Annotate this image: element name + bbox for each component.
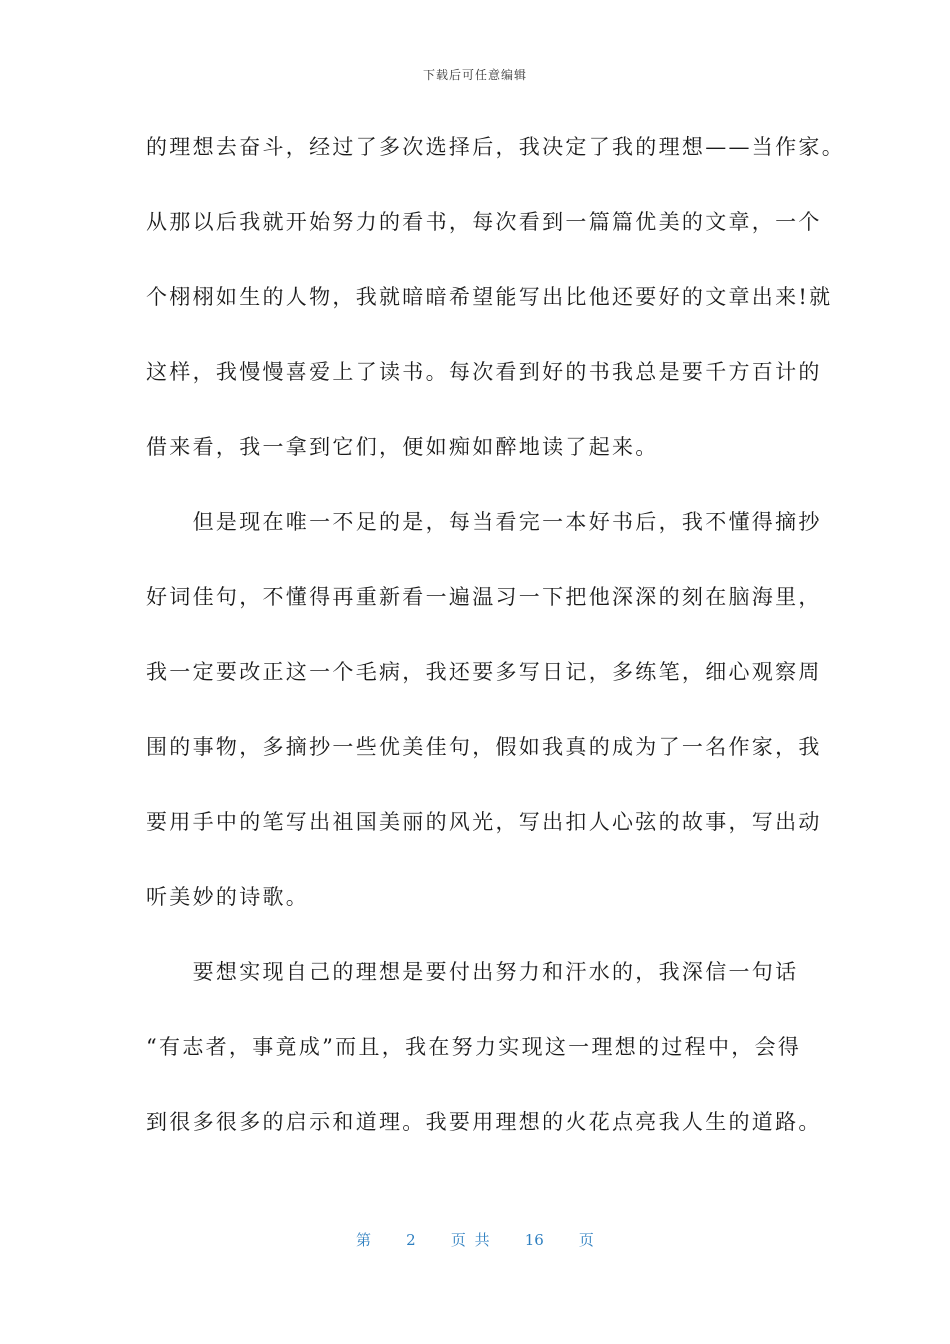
text-line: 借来看，我一拿到它们，便如痴如醉地读了起来。 [146, 435, 659, 459]
footer-suffix: 页 [578, 1231, 594, 1249]
footer-total-pages: 16 [524, 1231, 544, 1249]
text-line: 好词佳句，不懂得再重新看一遍温习一下把他深深的刻在脑海里， [146, 585, 822, 609]
text-line: 从那以后我就开始努力的看书，每次看到一篇篇优美的文章，一个 [146, 210, 822, 234]
text-line: “有志者，事竟成”而且，我在努力实现这一理想的过程中，会得 [146, 1035, 802, 1059]
footer-prefix: 第 [356, 1231, 372, 1249]
text-line: 围的事物，多摘抄一些优美佳句，假如我真的成为了一名作家，我 [146, 735, 822, 759]
document-body [146, 126, 845, 1176]
page-header: 下载后可任意编辑 [422, 68, 527, 82]
text-line: 个栩栩如生的人物，我就暗暗希望能写出比他还要好的文章出来!就 [146, 285, 833, 309]
text-line: 我一定要改正这一个毛病，我还要多写日记，多练笔，细心观察周 [146, 660, 822, 684]
text-line: 这样，我慢慢喜爱上了读书。每次看到好的书我总是要千方百计的 [146, 360, 822, 384]
text-line: 但是现在唯一不足的是，每当看完一本好书后，我不懂得摘抄 [146, 510, 822, 534]
text-line: 的理想去奋斗，经过了多次选择后，我决定了我的理想——当作家。 [146, 135, 845, 159]
page-footer [0, 1229, 950, 1250]
text-line: 听美妙的诗歌。 [146, 885, 310, 909]
text-line: 要用手中的笔写出祖国美丽的风光，写出扣人心弦的故事，写出动 [146, 810, 822, 834]
text-line: 到很多很多的启示和道理。我要用理想的火花点亮我人生的道路。 [146, 1110, 822, 1134]
footer-current-page: 2 [406, 1231, 416, 1249]
footer-middle: 页 共 [450, 1231, 490, 1249]
text-line: 要想实现自己的理想是要付出努力和汗水的，我深信一句话 [146, 960, 799, 984]
